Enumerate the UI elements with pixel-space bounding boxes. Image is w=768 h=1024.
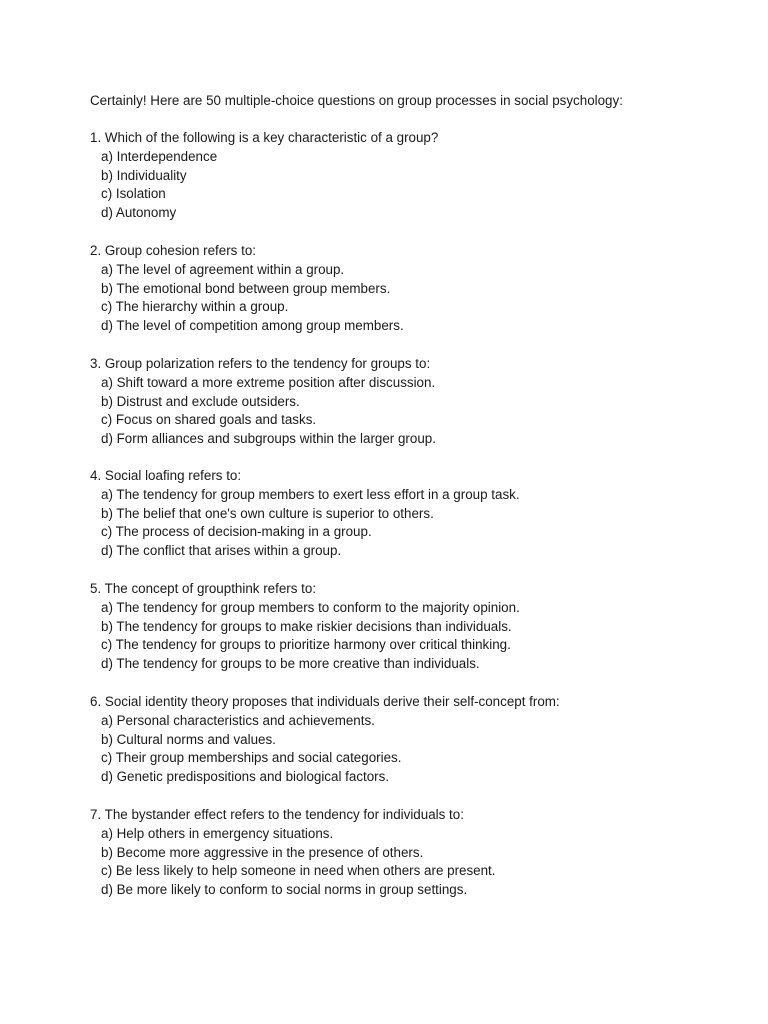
option-c: c) Their group memberships and social categories.: [101, 750, 402, 766]
question-text: 3. Group polarization refers to the tendency for groups to:: [90, 356, 431, 371]
question-1: [90, 129, 438, 223]
option-a: a) The tendency for group members to exert less effort in a group task.: [101, 486, 520, 502]
question-7: [90, 806, 496, 900]
option-b: b) The emotional bond between group members.: [101, 280, 391, 296]
option-a: a) Shift toward a more extreme position after discussion.: [101, 374, 436, 390]
question-text: 1. Which of the following is a key characteristic of a group?: [90, 130, 439, 145]
option-b: b) Distrust and exclude outsiders.: [101, 393, 300, 409]
question-text: 5. The concept of groupthink refers to:: [90, 581, 317, 596]
question-5: [90, 580, 520, 674]
option-b: b) Cultural norms and values.: [101, 731, 276, 747]
question-2: [90, 242, 404, 336]
intro-text: Certainly! Here are 50 multiple-choice questions on group processes in social psychology:: [90, 93, 623, 108]
option-b: b) The belief that one's own culture is superior to others.: [101, 505, 434, 521]
option-b: b) Become more aggressive in the presence of others.: [101, 844, 424, 860]
option-d: d) Autonomy: [101, 205, 177, 221]
option-a: a) Help others in emergency situations.: [101, 825, 334, 841]
option-d: d) The level of competition among group members.: [101, 318, 404, 334]
option-d: d) Form alliances and subgroups within the larger group.: [101, 431, 436, 447]
option-b: b) Individuality: [101, 167, 187, 183]
option-d: d) Genetic predispositions and biological factors.: [101, 769, 390, 785]
question-text: 2. Group cohesion refers to:: [90, 243, 256, 258]
option-c: c) Focus on shared goals and tasks.: [101, 412, 317, 428]
question-text: 7. The bystander effect refers to the tendency for individuals to:: [90, 807, 464, 822]
question-3: [90, 355, 436, 449]
option-d: d) Be more likely to conform to social norms in group settings.: [101, 882, 468, 898]
option-b: b) The tendency for groups to make riskier decisions than individuals.: [101, 618, 512, 634]
option-d: d) The conflict that arises within a group.: [101, 543, 342, 559]
option-d: d) The tendency for groups to be more creative than individuals.: [101, 656, 480, 672]
option-c: c) The tendency for groups to prioritize harmony over critical thinking.: [101, 637, 511, 653]
option-a: a) Interdependence: [101, 148, 218, 164]
question-text: 6. Social identity theory proposes that individuals derive their self-concept from:: [90, 694, 560, 709]
option-a: a) Personal characteristics and achievements.: [101, 712, 375, 728]
option-c: c) The process of decision-making in a group.: [101, 524, 372, 540]
question-text: 4. Social loafing refers to:: [90, 468, 242, 483]
option-c: c) Isolation: [101, 186, 166, 202]
question-4: [90, 467, 520, 561]
option-c: c) The hierarchy within a group.: [101, 299, 289, 315]
option-a: a) The tendency for group members to conform to the majority opinion.: [101, 599, 520, 615]
option-a: a) The level of agreement within a group.: [101, 261, 345, 277]
question-6: [90, 693, 560, 787]
option-c: c) Be less likely to help someone in need when others are present.: [101, 863, 496, 879]
